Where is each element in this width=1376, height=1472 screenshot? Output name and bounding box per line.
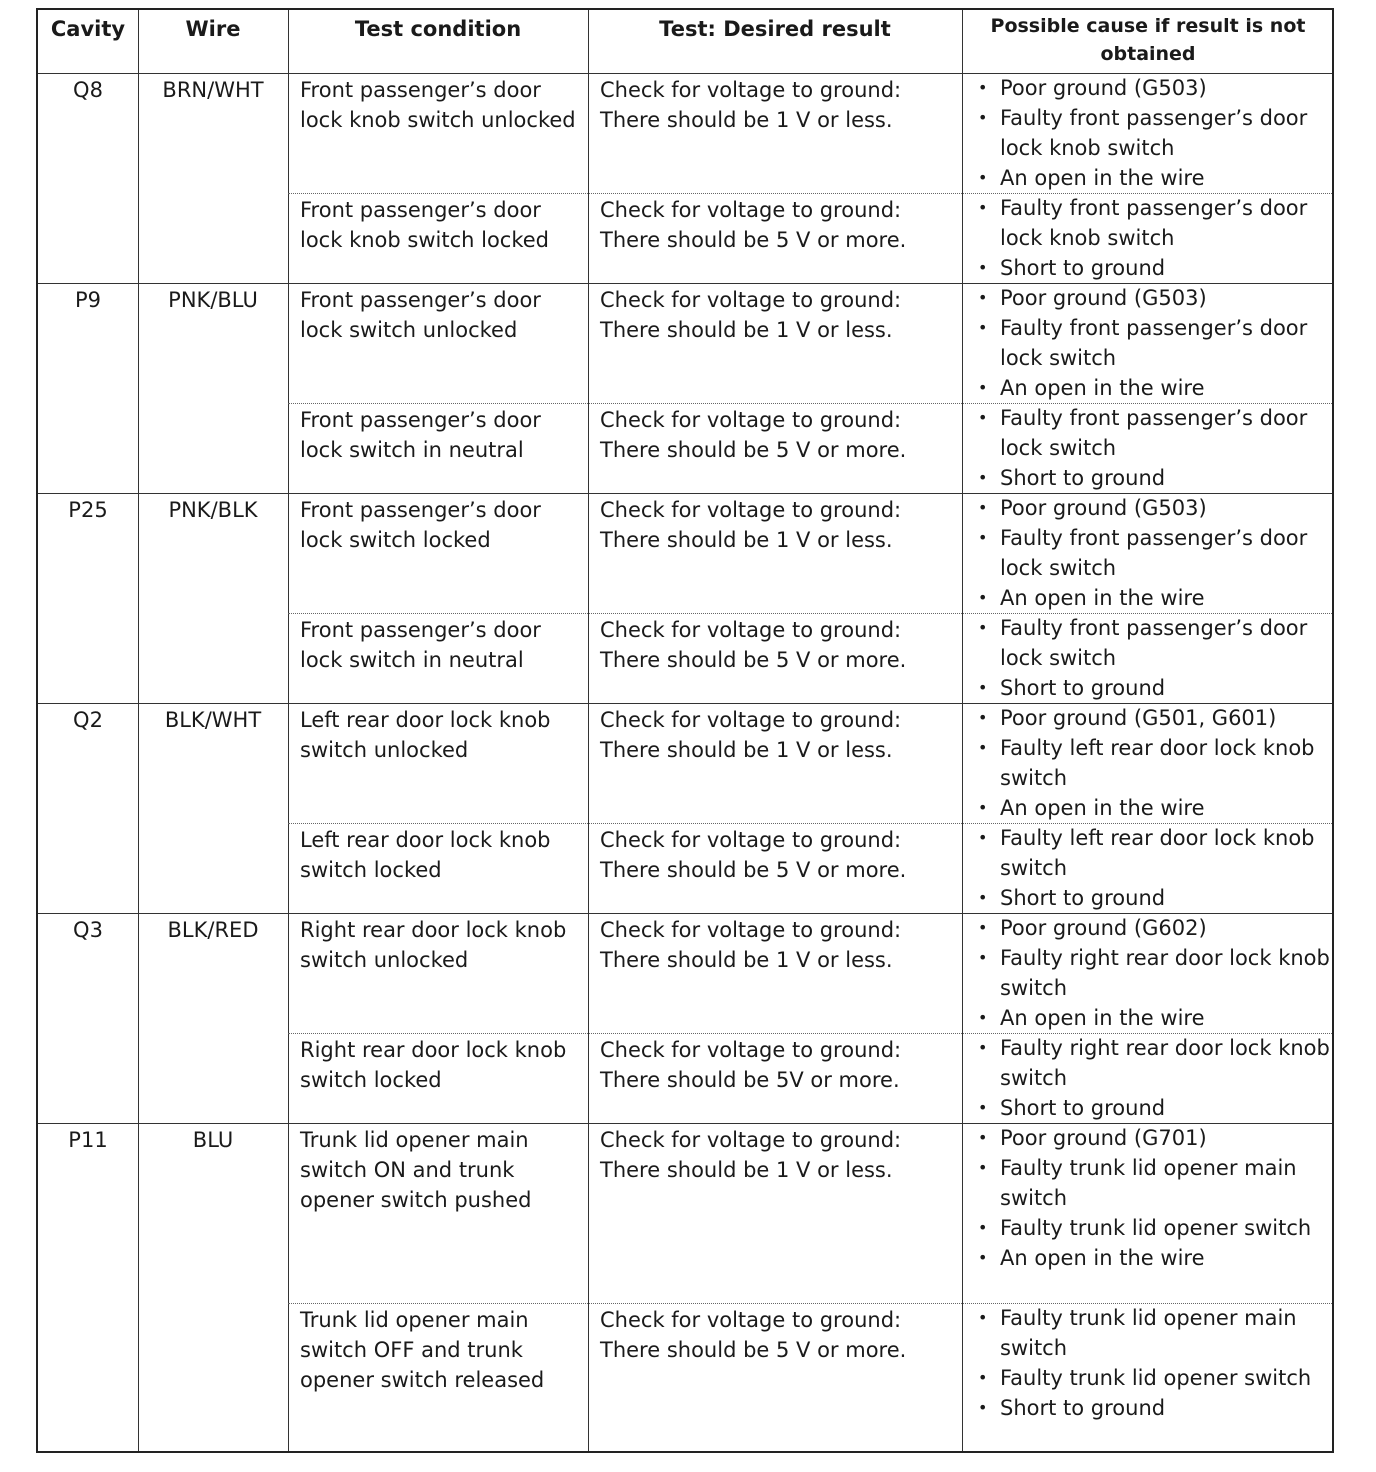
test-condition-cell: Front passenger’s door lock switch in neutral (300, 408, 541, 462)
desired-result-cell: Check for voltage to ground: There should be 5 V or more. (600, 618, 907, 672)
cavity-cell: P9 (74, 288, 102, 312)
test-condition-cell: Right rear door lock knob switch unlocked (300, 918, 567, 972)
cause-item: • Faulty front passenger’s door lock switch (964, 313, 1334, 373)
cause-item: • Short to ground (964, 673, 1334, 703)
wire-cell: BLK/RED (167, 918, 259, 942)
cause-item: • Poor ground (G503) (964, 73, 1334, 103)
test-condition-cell: Front passenger’s door lock switch in neutral (300, 618, 541, 672)
desired-result-cell: Check for voltage to ground: There should be 1 V or less. (600, 708, 902, 762)
test-condition-cell: Front passenger’s door lock switch locked (300, 498, 541, 552)
cause-list (964, 703, 1334, 823)
cause-item: • Short to ground (964, 463, 1334, 493)
cause-list (964, 1123, 1334, 1273)
desired-result-cell: Check for voltage to ground: There should be 1 V or less. (600, 1128, 902, 1182)
cause-item: • Faulty front passenger’s door lock switch (964, 403, 1334, 463)
test-condition-cell: Left rear door lock knob switch unlocked (300, 708, 551, 762)
cause-item: • Faulty front passenger’s door lock knob switch (964, 193, 1334, 253)
cause-item: • Short to ground (964, 1093, 1334, 1123)
cause-item: • Poor ground (G501, G601) (964, 703, 1334, 733)
header-cavity: Cavity (50, 17, 126, 41)
cause-list (964, 1033, 1334, 1123)
cause-list (964, 823, 1334, 913)
header-test-condition: Test condition (354, 17, 522, 41)
cause-item: • An open in the wire (964, 163, 1334, 193)
test-condition-cell: Trunk lid opener main switch OFF and trunk opener switch released (300, 1308, 545, 1392)
cause-item: • Short to ground (964, 1393, 1334, 1423)
cause-item: • An open in the wire (964, 1003, 1334, 1033)
diagnostic-table (36, 8, 1334, 1453)
cause-item: • Poor ground (G701) (964, 1123, 1334, 1153)
desired-result-cell: Check for voltage to ground: There should be 1 V or less. (600, 78, 902, 132)
cause-list (964, 193, 1334, 283)
cause-item: • An open in the wire (964, 1243, 1334, 1273)
test-condition-cell: Trunk lid opener main switch ON and trunk opener switch pushed (300, 1128, 532, 1212)
cause-item: • Faulty trunk lid opener switch (964, 1213, 1334, 1243)
cause-item: • Poor ground (G503) (964, 493, 1334, 523)
test-condition-cell: Right rear door lock knob switch locked (300, 1038, 567, 1092)
test-condition-cell: Front passenger’s door lock knob switch unlocked (300, 78, 576, 132)
wire-cell: BLU (192, 1128, 234, 1152)
cause-list (964, 913, 1334, 1033)
cause-item: • Faulty right rear door lock knob switch (964, 943, 1334, 1003)
cause-item: • Faulty left rear door lock knob switch (964, 823, 1334, 883)
cause-item: • An open in the wire (964, 583, 1334, 613)
column-divider (962, 10, 963, 1451)
cavity-cell: Q2 (73, 708, 103, 732)
cause-item: • Short to ground (964, 883, 1334, 913)
desired-result-cell: Check for voltage to ground: There should be 5V or more. (600, 1038, 902, 1092)
cause-item: • Faulty front passenger’s door lock knob switch (964, 103, 1334, 163)
cause-item: • Faulty right rear door lock knob switch (964, 1033, 1334, 1093)
desired-result-cell: Check for voltage to ground: There should be 1 V or less. (600, 498, 902, 552)
cause-item: • Faulty front passenger’s door lock switch (964, 613, 1334, 673)
desired-result-cell: Check for voltage to ground: There should be 5 V or more. (600, 408, 907, 462)
cause-list (964, 493, 1334, 613)
cause-list (964, 403, 1334, 493)
cavity-cell: P11 (68, 1128, 108, 1152)
header-desired-result: Test: Desired result (659, 17, 891, 41)
cavity-cell: Q8 (73, 78, 103, 102)
cause-item: • Faulty trunk lid opener main switch (964, 1303, 1334, 1363)
wire-cell: PNK/BLU (168, 288, 258, 312)
cause-item: • Short to ground (964, 253, 1334, 283)
desired-result-cell: Check for voltage to ground: There should be 1 V or less. (600, 918, 902, 972)
wire-cell: BRN/WHT (162, 78, 264, 102)
cause-item: • Faulty trunk lid opener main switch (964, 1153, 1334, 1213)
cavity-cell: P25 (68, 498, 108, 522)
cause-item: • Poor ground (G503) (964, 283, 1334, 313)
cause-item: • Poor ground (G602) (964, 913, 1334, 943)
cause-list (964, 613, 1334, 703)
cause-item: • An open in the wire (964, 793, 1334, 823)
cause-item: • Faulty front passenger’s door lock switch (964, 523, 1334, 583)
header-possible-cause: Possible cause if result is not obtained (990, 15, 1306, 65)
cause-item: • Faulty trunk lid opener switch (964, 1363, 1334, 1393)
header-wire: Wire (185, 17, 241, 41)
cause-list (964, 283, 1334, 403)
test-condition-cell: Front passenger’s door lock knob switch locked (300, 198, 549, 252)
wire-cell: PNK/BLK (168, 498, 258, 522)
test-condition-cell: Front passenger’s door lock switch unlocked (300, 288, 541, 342)
cause-item: • Faulty left rear door lock knob switch (964, 733, 1334, 793)
test-condition-cell: Left rear door lock knob switch locked (300, 828, 551, 882)
wire-cell: BLK/WHT (164, 708, 262, 732)
desired-result-cell: Check for voltage to ground: There should be 5 V or more. (600, 828, 907, 882)
cause-list (964, 73, 1334, 193)
cause-item: • An open in the wire (964, 373, 1334, 403)
column-divider (288, 10, 289, 1451)
desired-result-cell: Check for voltage to ground: There should be 5 V or more. (600, 1308, 907, 1362)
cause-list (964, 1303, 1334, 1423)
desired-result-cell: Check for voltage to ground: There should be 1 V or less. (600, 288, 902, 342)
column-divider (588, 10, 589, 1451)
desired-result-cell: Check for voltage to ground: There should be 5 V or more. (600, 198, 907, 252)
cavity-cell: Q3 (73, 918, 103, 942)
